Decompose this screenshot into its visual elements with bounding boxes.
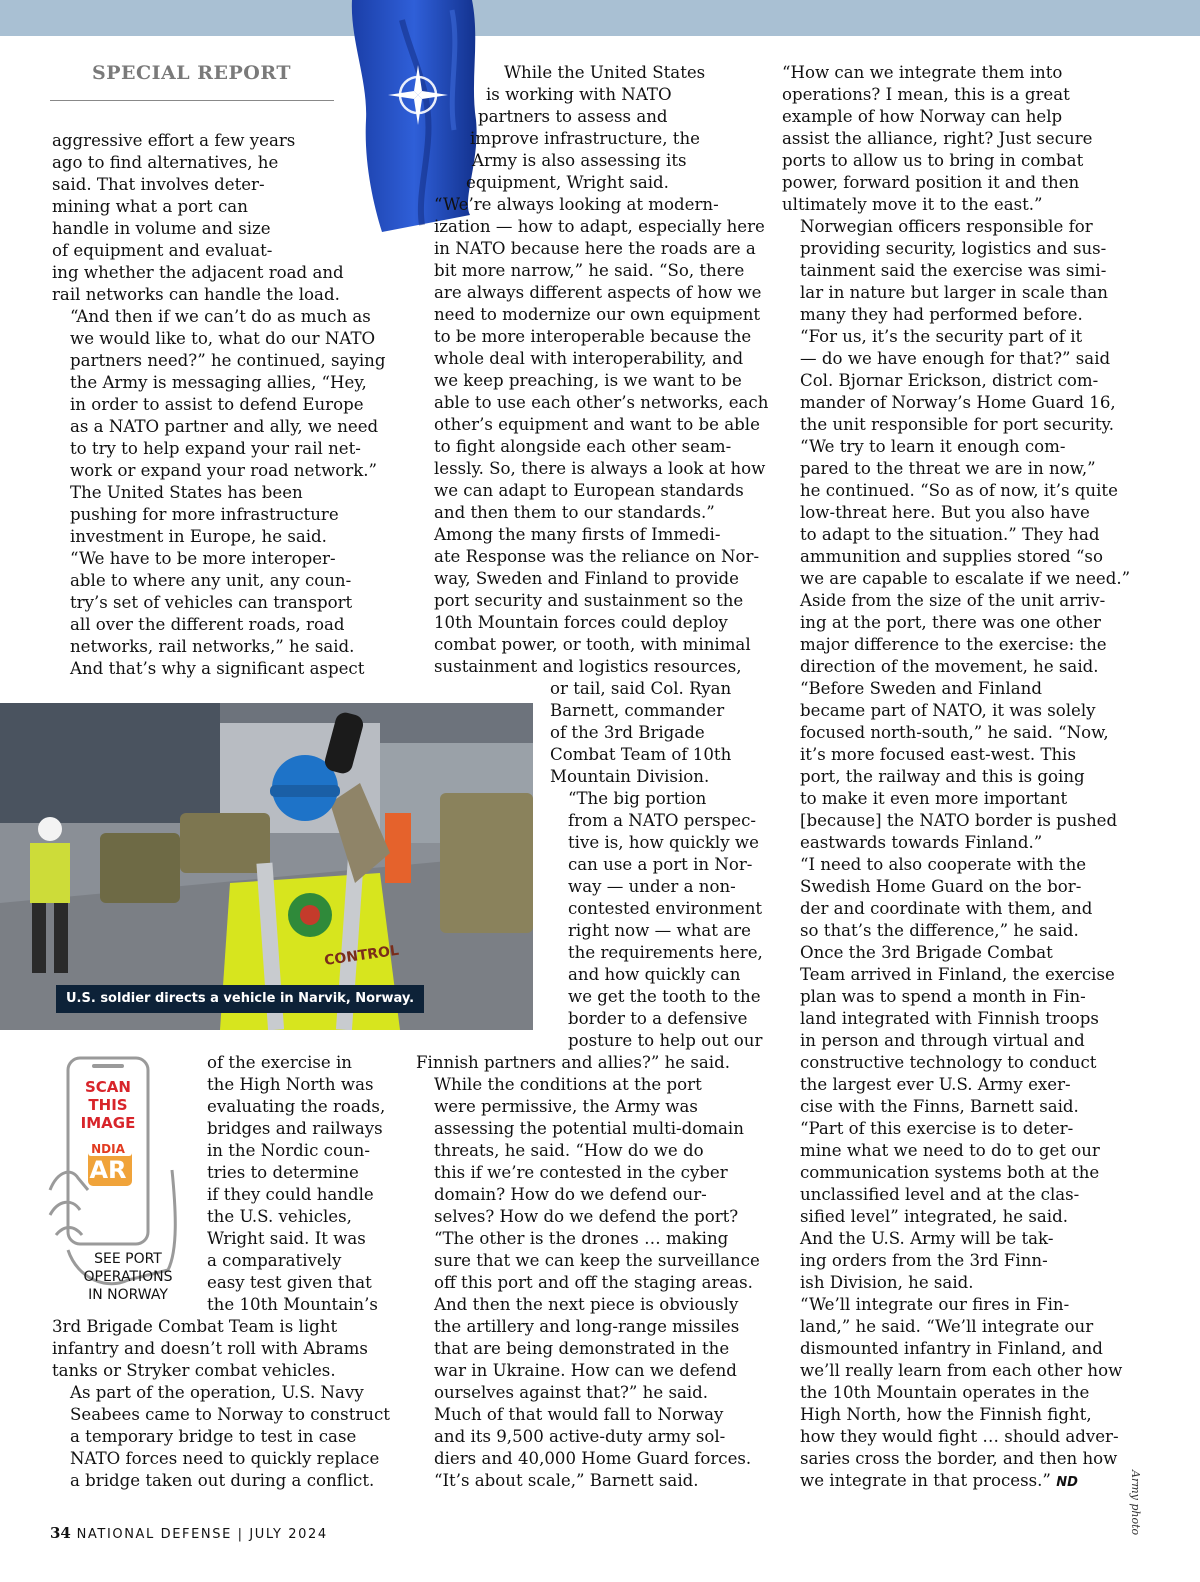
text-line: tanks or Stryker combat vehicles. (52, 1361, 336, 1380)
text-line: that are being demonstrated in the (434, 1339, 730, 1358)
paragraph (416, 524, 760, 678)
text-line: the requirements here, (568, 943, 763, 962)
paragraph (416, 1228, 760, 1404)
text-line: While the conditions at the port (434, 1075, 702, 1094)
text-line: port security and sustainment so the (434, 591, 744, 610)
text-line: “We’ll integrate our fires in Fin- (800, 1295, 1070, 1314)
text-line: ammunition and supplies stored “so (800, 547, 1103, 566)
text-line: way, Sweden and Finland to provide (434, 569, 739, 588)
text-line: dismounted infantry in Finland, and (800, 1339, 1103, 1358)
paragraph (52, 1316, 382, 1382)
text-line: evaluating the roads, (207, 1097, 386, 1116)
text-line: selves? How do we defend the port? (434, 1207, 739, 1226)
text-line: “I need to also cooperate with the (800, 855, 1087, 874)
text-line: we keep preaching, is we want to be (434, 371, 742, 390)
paragraph (52, 306, 386, 482)
text-line: Barnett, commander (550, 701, 725, 720)
text-line: Army is also assessing its (472, 151, 687, 170)
text-line: Norwegian officers responsible for (800, 217, 1093, 236)
text-line: sustainment and logistics resources, (434, 657, 742, 676)
text-line: ago to find alternatives, he (52, 153, 279, 172)
scan-this-image-text (70, 1078, 146, 1132)
text-line: constructive technology to conduct (800, 1053, 1097, 1072)
text-line: And the U.S. Army will be tak- (800, 1229, 1054, 1248)
text-line: ing at the port, there was one other (800, 613, 1101, 632)
text-line: a comparatively (207, 1251, 342, 1270)
text-line: all over the different roads, road (70, 615, 345, 634)
paragraph (782, 62, 1122, 216)
text-line: “And then if we can’t do as much as (70, 307, 371, 326)
text-line: were permissive, the Army was (434, 1097, 698, 1116)
text-line: the 10th Mountain’s (207, 1295, 378, 1314)
publication-info: NATIONAL DEFENSE | JULY 2024 (76, 1527, 328, 1542)
text-line: assessing the potential multi-domain (434, 1119, 744, 1138)
text-line: land,” he said. “We’ll integrate our (800, 1317, 1094, 1336)
paragraph (782, 326, 1122, 436)
text-line: of the exercise in (207, 1053, 352, 1072)
text-line: NATO forces need to quickly replace (70, 1449, 380, 1468)
column-2-main (416, 194, 769, 678)
text-line: land integrated with Finnish troops (800, 1009, 1099, 1028)
text-line: the High North was (207, 1075, 374, 1094)
text-line: the Army is messaging allies, “Hey, (70, 373, 367, 392)
text-line: we get the tooth to the (568, 987, 761, 1006)
paragraph (782, 436, 1131, 590)
paragraph (782, 1294, 1122, 1494)
scan-line: THIS (88, 1096, 128, 1114)
text-line: The United States has been (70, 483, 303, 502)
text-line (782, 1470, 1122, 1494)
ar-caption (64, 1250, 192, 1304)
text-line: Among the many firsts of Immedi- (434, 525, 721, 544)
vest-text: CONTROL (323, 942, 400, 969)
text-line: aggressive effort a few years (52, 131, 296, 150)
text-line: partners to assess and (478, 107, 668, 126)
paragraph (782, 942, 1122, 1118)
text-line: the artillery and long-range missiles (434, 1317, 740, 1336)
text-line: And then the next piece is obviously (434, 1295, 739, 1314)
text-line: Team arrived in Finland, the exercise (800, 965, 1115, 984)
text-line: mander of Norway’s Home Guard 16, (800, 393, 1116, 412)
text-line: able to use each other’s networks, each (434, 393, 769, 412)
paragraph (550, 788, 763, 1052)
text-line: domain? How do we defend our- (434, 1185, 707, 1204)
column-3 (782, 62, 1131, 1494)
paragraph (782, 1228, 1122, 1294)
text-line: handle in volume and size (52, 219, 271, 238)
text-line: in order to assist to defend Europe (70, 395, 364, 414)
text-line: became part of NATO, it was solely (800, 701, 1096, 720)
text-line: bit more narrow,” he said. “So, there (434, 261, 745, 280)
text-line: pushing for more infrastructure (70, 505, 339, 524)
text-line: to try to help expand your rail net- (70, 439, 361, 458)
paragraph (52, 658, 365, 680)
text-line: try’s set of vehicles can transport (70, 593, 353, 612)
text-line: investment in Europe, he said. (70, 527, 327, 546)
paragraph (416, 1470, 756, 1492)
text-line: “Before Sweden and Finland (800, 679, 1042, 698)
text-line: posture to help out our (568, 1031, 763, 1050)
column-2-bottom (416, 1052, 760, 1492)
text-line: mining what a port can (52, 197, 248, 216)
text-line: “Part of this exercise is to deter- (800, 1119, 1074, 1138)
text-line: communication systems both at the (800, 1163, 1100, 1182)
text-line: need to modernize our own equipment (434, 305, 761, 324)
text-line: ate Response was the reliance on Nor- (434, 547, 760, 566)
column-2-top (462, 62, 722, 194)
text-line: diers and 40,000 Home Guard forces. (434, 1449, 752, 1468)
text-line: Much of that would fall to Norway (434, 1405, 724, 1424)
text-line: 3rd Brigade Combat Team is light (52, 1317, 338, 1336)
column-1-mid (207, 1052, 397, 1316)
text-line: lessly. So, there is always a look at how (434, 459, 766, 478)
text-line: many they had performed before. (800, 305, 1083, 324)
text-line: to fight alongside each other seam- (434, 437, 732, 456)
text-line: partners need?” he continued, saying (70, 351, 386, 370)
paragraph (207, 1052, 397, 1316)
text-line: And that’s why a significant aspect (70, 659, 365, 678)
text-line: of the 3rd Brigade (550, 723, 705, 742)
ar-caption-line: OPERATIONS (83, 1269, 173, 1285)
text-line: we are capable to escalate if we need.” (800, 569, 1131, 588)
text-line: a bridge taken out during a conflict. (70, 1471, 375, 1490)
paragraph (782, 590, 1122, 678)
section-label: SPECIAL REPORT (92, 62, 291, 84)
text-line: sified level” integrated, he said. (800, 1207, 1068, 1226)
text-line: the largest ever U.S. Army exer- (800, 1075, 1071, 1094)
paragraph (416, 194, 769, 524)
photo-credit: Army photo (1129, 1470, 1142, 1536)
text-line: he continued. “So as of now, it’s quite (800, 481, 1118, 500)
text-line: cise with the Finns, Barnett said. (800, 1097, 1079, 1116)
text-line: said. That involves deter- (52, 175, 265, 194)
photo-caption: U.S. soldier directs a vehicle in Narvik, Norway. (56, 985, 424, 1013)
text-line: assist the alliance, right? Just secure (782, 129, 1093, 148)
text-line: this if we’re contested in the cyber (434, 1163, 728, 1182)
text-line: infantry and doesn’t roll with Abrams (52, 1339, 368, 1358)
text-line: “We’re always looking at modern- (434, 195, 719, 214)
text-line: threats, he said. “How do we do (434, 1141, 704, 1160)
text-line: example of how Norway can help (782, 107, 1063, 126)
text-line: Swedish Home Guard on the bor- (800, 877, 1082, 896)
text-line: equipment, Wright said. (466, 173, 669, 192)
text-line: Aside from the size of the unit arriv- (800, 591, 1106, 610)
end-mark: ND (1056, 1475, 1078, 1490)
ar-badge-label: AR (89, 1156, 127, 1184)
paragraph (416, 1052, 756, 1074)
text-line: improve infrastructure, the (470, 129, 700, 148)
soldier-photo (0, 703, 533, 1030)
text-line: eastwards towards Finland.” (800, 833, 1043, 852)
text-line: ing orders from the 3rd Finn- (800, 1251, 1048, 1270)
text-line: direction of the movement, he said. (800, 657, 1099, 676)
paragraph (782, 854, 1122, 942)
text-line: of equipment and evaluat- (52, 241, 273, 260)
text-line: unclassified level and at the clas- (800, 1185, 1080, 1204)
page-number: 34 (50, 1524, 71, 1542)
text-line: border to a defensive (568, 1009, 748, 1028)
text-line: Finnish partners and allies?” he said. (416, 1053, 731, 1072)
text-line: to be more interoperable because the (434, 327, 752, 346)
text-line: is working with NATO (486, 85, 672, 104)
text-line: the unit responsible for port security. (800, 415, 1114, 434)
text-line: so that’s the difference,” he said. (800, 921, 1079, 940)
text-line: and its 9,500 active-duty army sol- (434, 1427, 726, 1446)
text-line: Seabees came to Norway to construct (70, 1405, 390, 1424)
text-line: High North, how the Finnish fight, (800, 1405, 1092, 1424)
text-line: are always different aspects of how we (434, 283, 762, 302)
text-line: war in Ukraine. How can we defend (434, 1361, 737, 1380)
text-line: “It’s about scale,” Barnett said. (434, 1471, 699, 1490)
paragraph (52, 482, 352, 548)
text-line: combat power, or tooth, with minimal (434, 635, 751, 654)
scan-line: SCAN (85, 1078, 131, 1096)
text-line: low-threat here. But you also have (800, 503, 1090, 522)
text-line: ourselves against that?” he said. (434, 1383, 709, 1402)
ar-caption-line: SEE PORT (94, 1251, 162, 1267)
text-line: Combat Team of 10th (550, 745, 732, 764)
text-line: way — under a non- (568, 877, 736, 896)
text-line: ports to allow us to bring in combat (782, 151, 1084, 170)
text-line: pared to the threat we are in now,” (800, 459, 1096, 478)
paragraph (52, 130, 352, 306)
text-line: saries cross the border, and then how (800, 1449, 1118, 1468)
text-line: Once the 3rd Brigade Combat (800, 943, 1053, 962)
text-line: and then them to our standards.” (434, 503, 715, 522)
top-color-band (0, 0, 1200, 36)
text-line: Wright said. It was (207, 1229, 366, 1248)
text-line: how they would fight … should adver- (800, 1427, 1119, 1446)
paragraph (52, 1382, 390, 1492)
paragraph (782, 678, 1122, 854)
text-line: if they could handle (207, 1185, 374, 1204)
text-line: power, forward position it and then (782, 173, 1080, 192)
text-line: Col. Bjornar Erickson, district com- (800, 371, 1099, 390)
text-line: in the Nordic coun- (207, 1141, 370, 1160)
text-line: major difference to the exercise: the (800, 635, 1107, 654)
text-line: to adapt to the situation.” They had (800, 525, 1100, 544)
text-line: — do we have enough for that?” said (800, 349, 1111, 368)
text-line: mine what we need to do to get our (800, 1141, 1100, 1160)
column-1-bottom (52, 1316, 390, 1492)
text-line: providing security, logistics and sus- (800, 239, 1107, 258)
text-line: able to where any unit, any coun- (70, 571, 352, 590)
text-line: bridges and railways (207, 1119, 383, 1138)
text-line: in person and through virtual and (800, 1031, 1085, 1050)
column-1-top (52, 130, 386, 680)
text-line: “We have to be more interoper- (70, 549, 336, 568)
text-line: “For us, it’s the security part of it (800, 327, 1083, 346)
text-line: lar in nature but larger in scale than (800, 283, 1108, 302)
text-line: plan was to spend a month in Fin- (800, 987, 1086, 1006)
text-line: and how quickly can (568, 965, 741, 984)
text-line: While the United States (504, 63, 706, 82)
paragraph (416, 1404, 756, 1470)
paragraph (782, 216, 1122, 326)
text-line: off this port and off the staging areas. (434, 1273, 753, 1292)
text-line: Mountain Division. (550, 767, 710, 786)
text-line: right now — what are (568, 921, 751, 940)
paragraph (782, 1118, 1122, 1228)
text-line: tries to determine (207, 1163, 359, 1182)
text-line: focused north-south,” he said. “Now, (800, 723, 1109, 742)
paragraph (52, 548, 355, 658)
text-line: or tail, said Col. Ryan (550, 679, 732, 698)
scan-line: IMAGE (80, 1114, 136, 1132)
text-line: the U.S. vehicles, (207, 1207, 352, 1226)
text-line: “We try to learn it enough com- (800, 437, 1066, 456)
section-divider (50, 100, 334, 101)
text-line: ish Division, he said. (800, 1273, 974, 1292)
text-line: “The other is the drones … making (434, 1229, 729, 1248)
text-line: the 10th Mountain operates in the (800, 1383, 1090, 1402)
text-line: [because] the NATO border is pushed (800, 811, 1118, 830)
text-line: we can adapt to European standards (434, 481, 744, 500)
text-line: “How can we integrate them into (782, 63, 1063, 82)
text-line: to make it even more important (800, 789, 1068, 808)
text-line: tainment said the exercise was simi- (800, 261, 1107, 280)
text-line: we would like to, what do our NATO (70, 329, 376, 348)
text-line: we’ll really learn from each other how (800, 1361, 1123, 1380)
text-line: easy test given that (207, 1273, 372, 1292)
page-footer (50, 1524, 328, 1542)
text-line: as a NATO partner and ally, we need (70, 417, 379, 436)
text-line: der and coordinate with them, and (800, 899, 1093, 918)
text-line: ization — how to adapt, especially here (434, 217, 765, 236)
text-line: it’s more focused east-west. This (800, 745, 1076, 764)
text-line: contested environment (568, 899, 763, 918)
text-line: can use a port in Nor- (568, 855, 753, 874)
text-line: other’s equipment and want to be able (434, 415, 760, 434)
ar-caption-line: IN NORWAY (88, 1287, 168, 1303)
text-line-content: we integrate in that process.” (800, 1471, 1051, 1490)
text-line: work or expand your road network.” (70, 461, 378, 480)
ar-badge-brand: NDIA (91, 1142, 125, 1156)
text-line: operations? I mean, this is a great (782, 85, 1070, 104)
text-line: whole deal with interoperability, and (434, 349, 744, 368)
text-line: ultimately move it to the east.” (782, 195, 1043, 214)
text-line: a temporary bridge to test in case (70, 1427, 357, 1446)
text-line: “The big portion (568, 789, 707, 808)
text-line: tive is, how quickly we (568, 833, 759, 852)
text-line: in NATO because here the roads are a (434, 239, 756, 258)
text-line: As part of the operation, U.S. Navy (70, 1383, 364, 1402)
text-line: sure that we can keep the surveillance (434, 1251, 760, 1270)
text-line: rail networks can handle the load. (52, 285, 340, 304)
paragraph (462, 62, 722, 194)
paragraph (550, 678, 760, 788)
column-2-narrow (550, 678, 763, 1052)
text-line: from a NATO perspec- (568, 811, 757, 830)
text-line: ing whether the adjacent road and (52, 263, 344, 282)
text-line: networks, rail networks,” he said. (70, 637, 355, 656)
text-line: port, the railway and this is going (800, 767, 1085, 786)
paragraph (416, 1074, 756, 1228)
text-line: 10th Mountain forces could deploy (434, 613, 728, 632)
